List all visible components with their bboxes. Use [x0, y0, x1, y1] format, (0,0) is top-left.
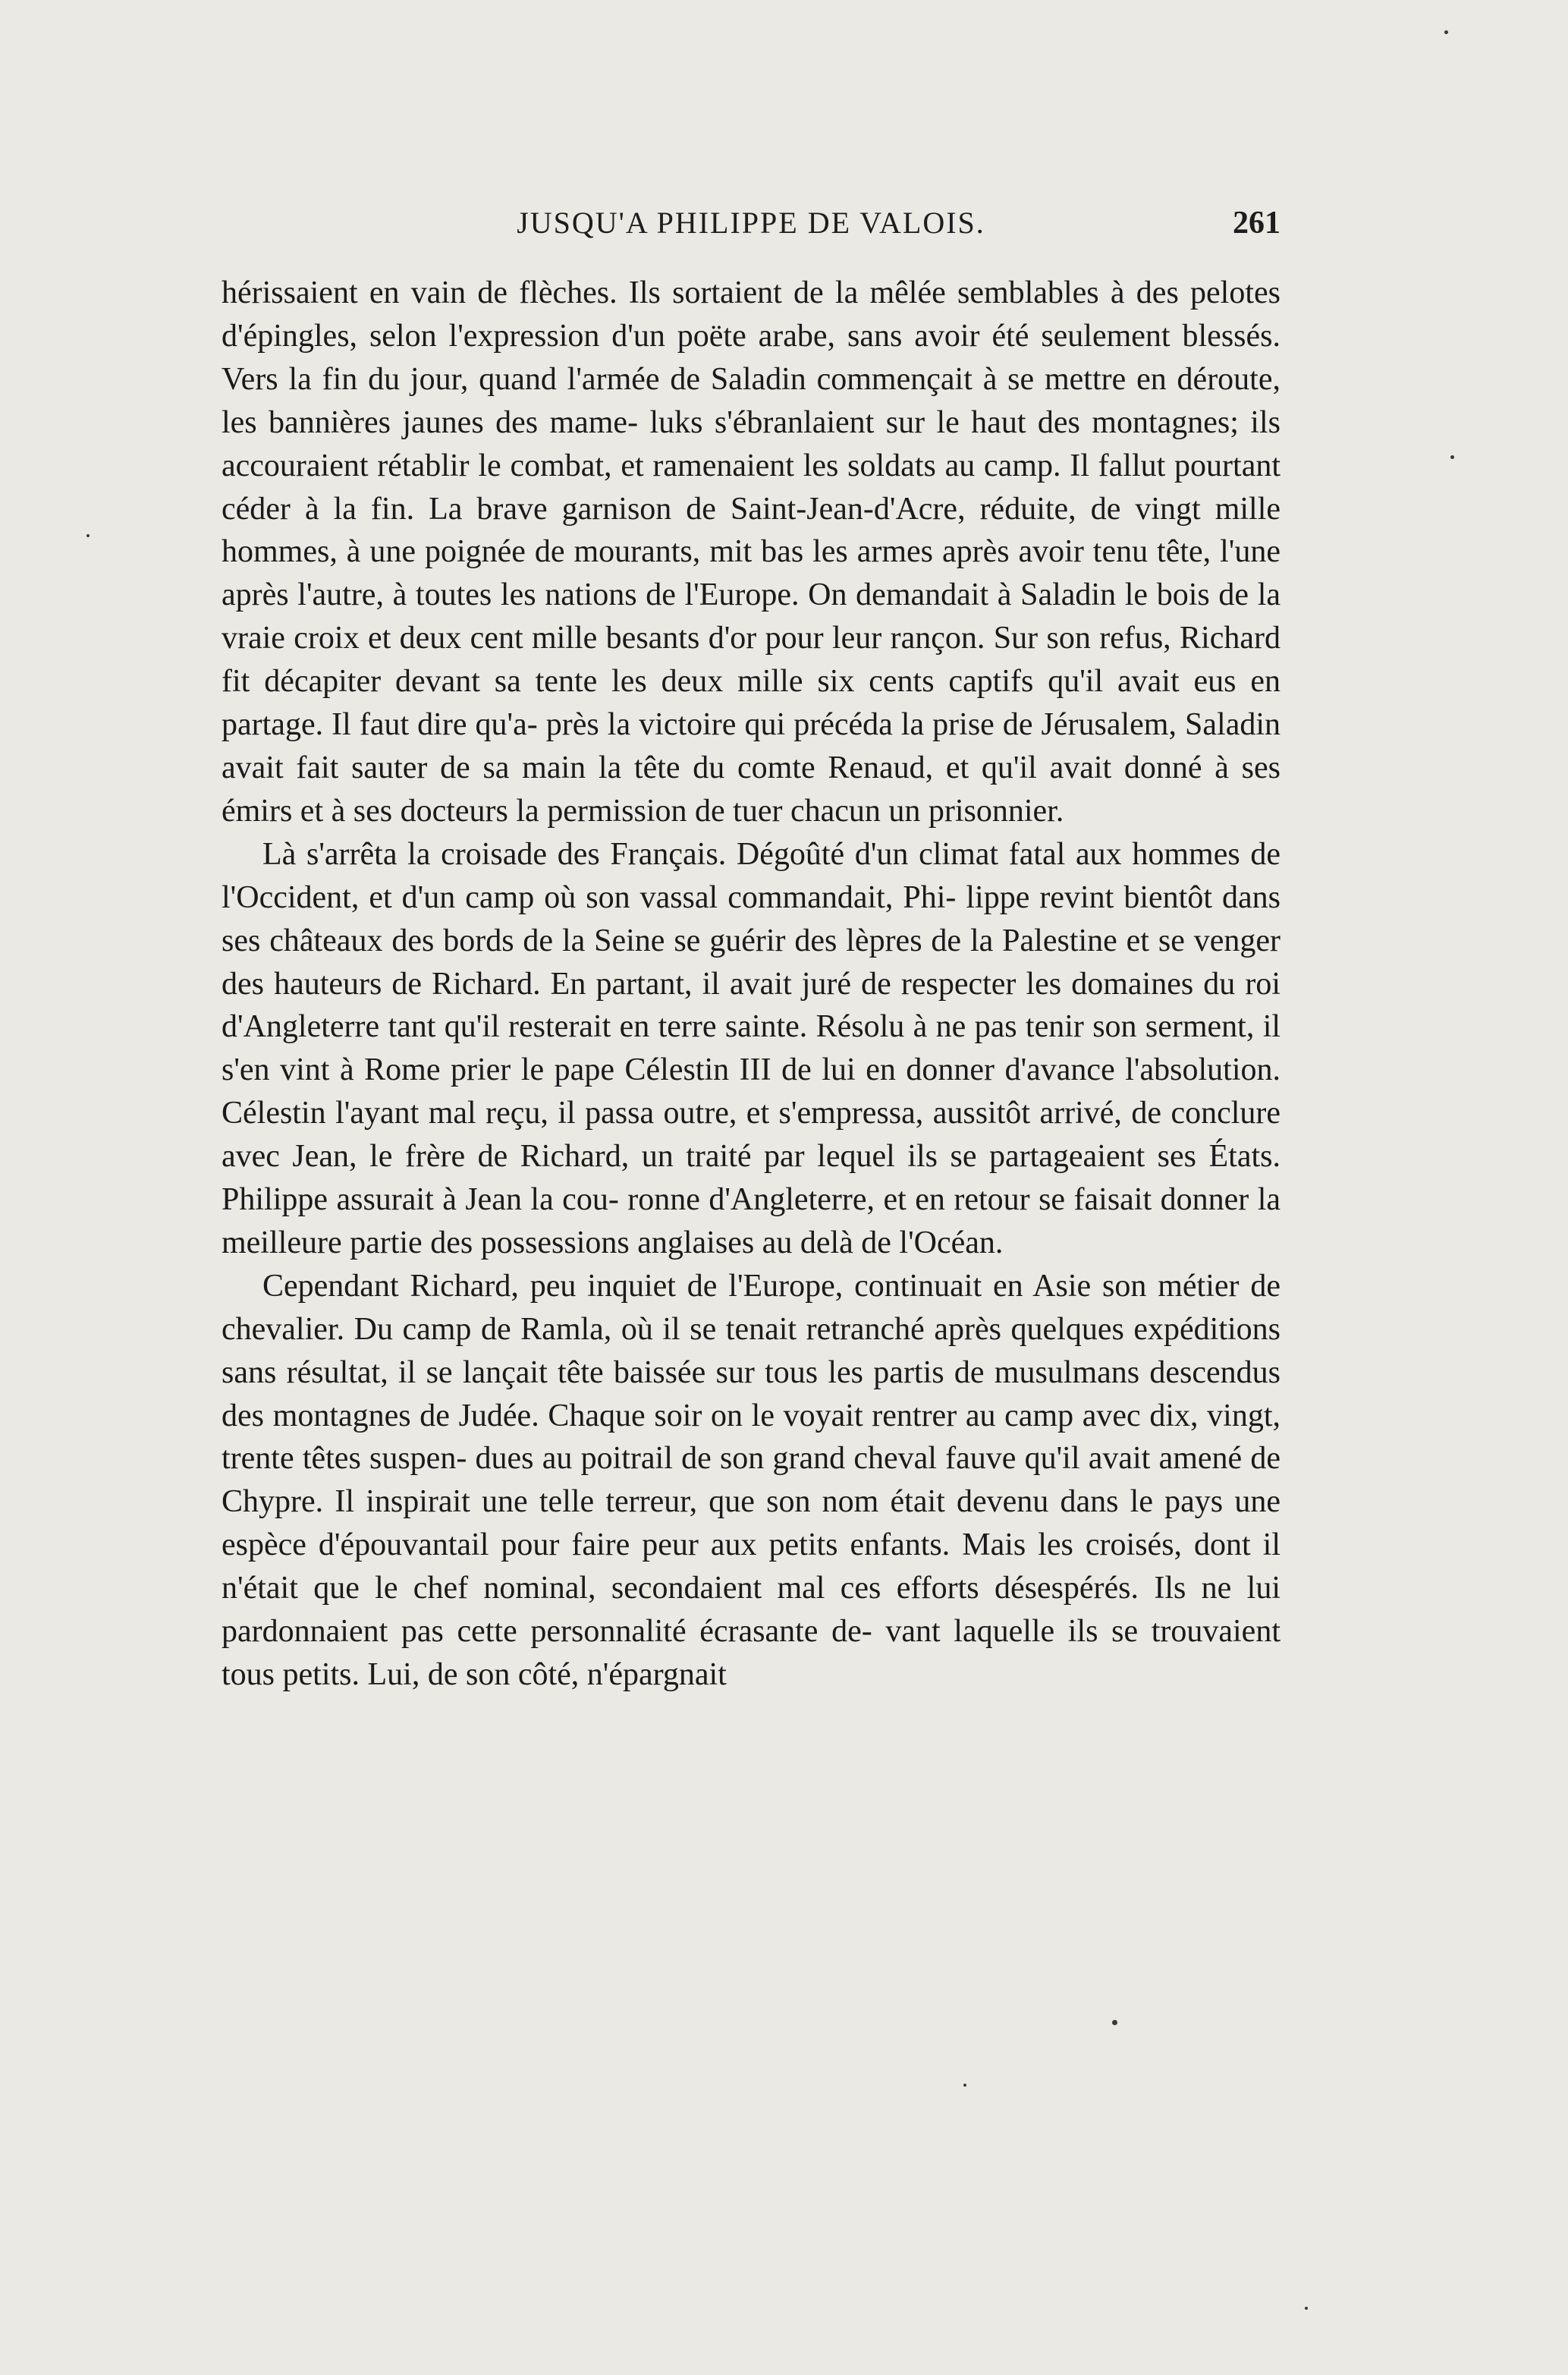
- text-line: partant, il avait juré de respecter les domaines du roi d'Angleterre: [222, 966, 1280, 1045]
- paragraph: [222, 1265, 1280, 1697]
- text-line: leur rançon. Sur son refus, Richard fit décapiter devant sa tente les: [222, 621, 1281, 700]
- text-line: dues au poitrail de son grand cheval fauve qu'il avait amené de Chypre.: [222, 1441, 1281, 1520]
- text-line: été seulement blessés. Vers la fin du jour, quand l'armée de Saladin: [222, 318, 1280, 397]
- text-line: émirs et à ses docteurs la permission de tuer chacun un prisonnier.: [222, 793, 1064, 829]
- text-line: désespérés. Ils ne lui pardonnaient pas cette personnalité écrasante de-: [222, 1571, 1280, 1650]
- text-line: commençait à se mettre en déroute, les bannières jaunes des mame-: [222, 361, 1280, 440]
- text-line: une espèce d'épouvantail pour faire peur aux petits enfants. Mais les: [222, 1484, 1281, 1563]
- text-line: hommes de l'Occident, et d'un camp où son vassal commandait, Phi-: [222, 836, 1281, 915]
- text-line: lippe revint bientôt dans ses châteaux des bords de la Seine se guérir: [222, 879, 1280, 958]
- text-line: ronne d'Angleterre, et en retour se faisait donner la meilleure partie: [222, 1182, 1281, 1260]
- text-line: Là s'arrêta la croisade des Français. Dégoûté d'un climat fatal aux: [262, 836, 1122, 872]
- text-line: croisés, dont il n'était que le chef nominal, secondaient mal ces efforts: [222, 1527, 1281, 1606]
- text-line: soir on le voyait rentrer au camp avec dix, vingt, trente têtes suspen-: [222, 1398, 1281, 1477]
- text-line: des lèpres de la Palestine et se venger des hauteurs de Richard. En: [222, 923, 1280, 1002]
- running-title: JUSQU'A PHILIPPE DE VALOIS.: [517, 206, 985, 240]
- paper-speck: [963, 2084, 966, 2087]
- text-line: le combat, et ramenaient les soldats au camp. Il fallut pourtant céder: [222, 448, 1281, 527]
- text-line: tant qu'il resterait en terre sainte. Résolu à ne pas tenir son serment,: [388, 1009, 1255, 1045]
- paper-speck: [1305, 2307, 1308, 2310]
- text-line: l'absolution. Célestin l'ayant mal reçu, il passa outre, et s'empressa,: [222, 1052, 1280, 1131]
- text-line: métier de chevalier. Du camp de Ramla, où il se tenait retranché après: [222, 1268, 1280, 1347]
- text-line: quelques expéditions sans résultat, il se lançait tête baissée sur tous: [222, 1311, 1281, 1390]
- text-line: vant laquelle ils se trouvaient tous petits. Lui, de son côté, n'épargnait: [222, 1614, 1280, 1692]
- body-text: [222, 272, 1280, 1697]
- text-line: à la fin. La brave garnison de Saint-Jean-d'Acre, réduite, de vingt mille: [304, 491, 1281, 527]
- text-line: les partis de musulmans descendus des montagnes de Judée. Chaque: [222, 1354, 1281, 1433]
- text-line: près la victoire qui précéda la prise de Jérusalem, Saladin avait fait: [222, 707, 1281, 785]
- paper-speck: [86, 534, 90, 537]
- paragraph: [222, 833, 1280, 1265]
- running-header: [222, 205, 1280, 250]
- text-line: deux mille six cents captifs qu'il avait eus en partage. Il faut dire qu'a-: [222, 664, 1280, 743]
- page-number: 261: [1233, 206, 1280, 241]
- text-line: à Saladin le bois de la vraie croix et deux cent mille besants d'or pour: [222, 577, 1281, 656]
- paper-speck: [1450, 455, 1454, 459]
- text-line: tête, l'une après l'autre, à toutes les nations de l'Europe. On demandait: [222, 534, 1280, 613]
- text-line: luks s'ébranlaient sur le haut des montagnes; ils accouraient rétablir: [222, 404, 1280, 483]
- paragraph: [222, 272, 1280, 833]
- text-line: aussitôt arrivé, de conclure avec Jean, le frère de Richard, un traité: [222, 1096, 1281, 1175]
- text-line: hommes, à une poignée de mourants, mit bas les armes après avoir tenu: [222, 534, 1149, 570]
- paper-speck: [1444, 30, 1448, 34]
- text-line: Cependant Richard, peu inquiet de l'Europe, continuait en Asie son: [262, 1268, 1147, 1304]
- text-line: sauter de sa main la tête du comte Renaud, et qu'il avait donné à ses: [351, 750, 1280, 785]
- text-line: des pelotes d'épingles, selon l'expression d'un poëte arabe, sans avoir: [222, 275, 1281, 354]
- paper-speck: [1112, 2020, 1117, 2025]
- text-line: par lequel ils se partageaient ses États. Philippe assurait à Jean la cou-: [222, 1139, 1280, 1218]
- text-line: des possessions anglaises au delà de l'Océan.: [430, 1225, 1004, 1260]
- text-line: hérissaient en vain de flèches. Ils sortaient de la mêlée semblables à: [222, 275, 1125, 310]
- text-line: il s'en vint à Rome prier le pape Célestin III de lui en donner d'avance: [222, 1009, 1281, 1088]
- text-line: Il inspirait une telle terreur, que son nom était devenu dans le pays: [335, 1484, 1224, 1520]
